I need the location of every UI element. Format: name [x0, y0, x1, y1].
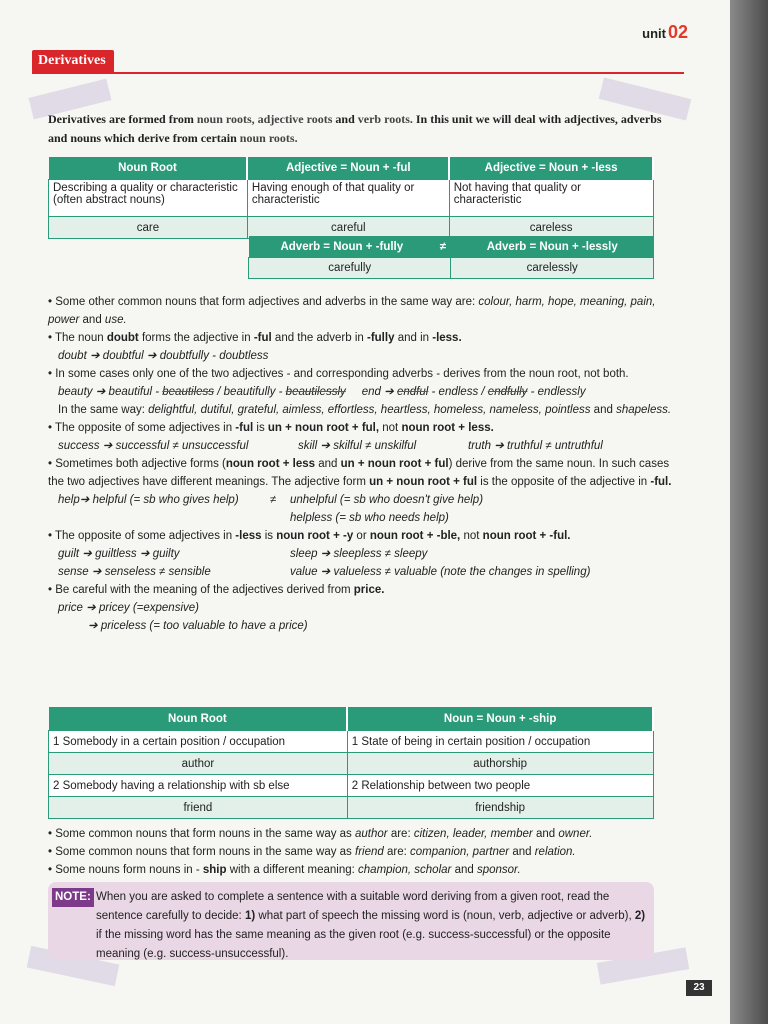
table-row — [249, 258, 654, 279]
example-line: help➔ helpful (= sb who gives help) ≠ unhelpful (= sb who doesn't give help) — [58, 494, 484, 506]
section-title: Derivatives — [32, 50, 114, 73]
example-cell: careless — [449, 217, 653, 239]
list-item: • Some common nouns that form nouns in the same way as author are: citizen, leader, member and owner. — [48, 828, 593, 840]
note-tag: NOTE: — [52, 888, 94, 907]
definition-cell: Describing a quality or characteristic (often abstract nouns) — [49, 180, 248, 217]
note-box — [48, 882, 654, 960]
table-row — [49, 753, 654, 775]
list-item: • Some nouns form nouns in - ship with a different meaning: champion, scholar and sponsor. — [48, 864, 521, 876]
definition-cell: 1 State of being in certain position / occupation — [347, 731, 653, 753]
example-line: success ➔ successful ≠ unsuccessful skill ➔ skilful ≠ unskilful truth ➔ truthful ≠ untruthful — [58, 440, 603, 452]
table-row — [49, 775, 654, 797]
col-header-noun-root: Noun Root — [49, 157, 248, 180]
col-header-ship: Noun = Noun + -ship — [347, 707, 653, 731]
next-page-edge — [730, 0, 768, 1024]
definition-cell: 2 Relationship between two people — [347, 775, 653, 797]
example-line: ➔ priceless (= too valuable to have a price) — [88, 620, 308, 632]
list-item: • In some cases only one of the two adjectives - and corresponding adverbs - derives from the noun root, not both. — [48, 368, 629, 380]
adverb-table — [248, 236, 654, 279]
col-header-lessly: Adverb = Noun + -lessly — [451, 236, 654, 258]
example-cell: friend — [49, 797, 348, 819]
definition-cell: Having enough of that quality or characteristic — [247, 180, 449, 217]
definition-cell: 1 Somebody in a certain position / occupation — [49, 731, 348, 753]
example-line: beauty ➔ beautiful - beautiless / beautifully - beautilessly end ➔ endful - endless / endfully - endlessly — [58, 386, 586, 398]
list-item: • Some common nouns that form nouns in the same way as friend are: companion, partner and relation. — [48, 846, 576, 858]
table-row — [49, 797, 654, 819]
example-cell: carelessly — [451, 258, 654, 279]
col-header-less: Adjective = Noun + -less — [449, 157, 653, 180]
example-line: doubt ➔ doubtful ➔ doubtfully - doubtless — [58, 350, 269, 362]
adjective-table — [48, 157, 654, 239]
table-row — [49, 180, 654, 217]
example-cell: friendship — [347, 797, 653, 819]
list-item: • The opposite of some adjectives in -ful is un + noun root + ful, not noun root + less. — [48, 422, 494, 434]
list-item: • The opposite of some adjectives in -less is noun root + -y or noun root + -ble, not noun root + -ful. — [48, 530, 571, 542]
table-row — [49, 731, 654, 753]
example-line: sense ➔ senseless ≠ sensible value ➔ valueless ≠ valuable (note the changes in spelling) — [58, 566, 591, 578]
list-item: • Sometimes both adjective forms (noun root + less and un + noun root + ful) derive from the same noun. In such cases the two adjectives have different meanings. The adjective form un + noun root + ful is the opposite of the adjective in -ful. — [48, 458, 672, 488]
example-line: guilt ➔ guiltless ➔ guilty sleep ➔ sleepless ≠ sleepy — [58, 548, 428, 560]
example-cell: careful — [247, 217, 449, 239]
definition-cell: Not having that quality or characteristic — [449, 180, 653, 217]
list-item: • Be careful with the meaning of the adjectives derived from price. — [48, 584, 385, 596]
rules-list — [48, 293, 678, 635]
example-cell: care — [49, 217, 248, 239]
note-text: When you are asked to complete a sentence with a suitable word deriving from a given root, read the sentence carefully to decide: 1) what part of speech the missing word is (noun, verb, adjective or adverb), 2) if the missing word has the same meaning as the given root (e.g. success-successful) or the opposite meaning (e.g. success-unsuccessful). — [96, 891, 646, 960]
example-cell: author — [49, 753, 348, 775]
col-header-ful: Adjective = Noun + -ful — [247, 157, 449, 180]
page-number: 23 — [686, 980, 712, 996]
unit-label: unit 02 — [642, 22, 688, 42]
list-item: • Some other common nouns that form adjectives and adverbs in the same way are: colour, harm, hope, meaning, pain, power and use. — [48, 296, 656, 326]
col-header-fully: Adverb = Noun + -fully — [249, 236, 436, 258]
example-line: helpless (= sb who needs help) — [290, 512, 449, 524]
definition-cell: 2 Somebody having a relationship with sb else — [49, 775, 348, 797]
unit-number: 02 — [667, 22, 688, 42]
example-cell: authorship — [347, 753, 653, 775]
ship-table — [48, 707, 654, 819]
col-header-noun-root: Noun Root — [49, 707, 348, 731]
list-item: • The noun doubt forms the adjective in -ful and the adverb in -fully and in -less. — [48, 332, 462, 344]
ship-notes — [48, 825, 678, 879]
intro-paragraph: Derivatives are formed from noun roots, adjective roots and verb roots. In this unit we will deal with adjectives, adverbs and nouns which derive from certain noun roots. — [48, 112, 662, 145]
not-equal-sign: ≠ — [435, 236, 451, 258]
example-line: price ➔ pricey (=expensive) — [58, 602, 199, 614]
example-cell: carefully — [249, 258, 451, 279]
section-rule — [32, 72, 684, 74]
example-line: In the same way: delightful, dutiful, grateful, aimless, effortless, heartless, homeless, nameless, pointless and shapeless. — [58, 404, 672, 416]
